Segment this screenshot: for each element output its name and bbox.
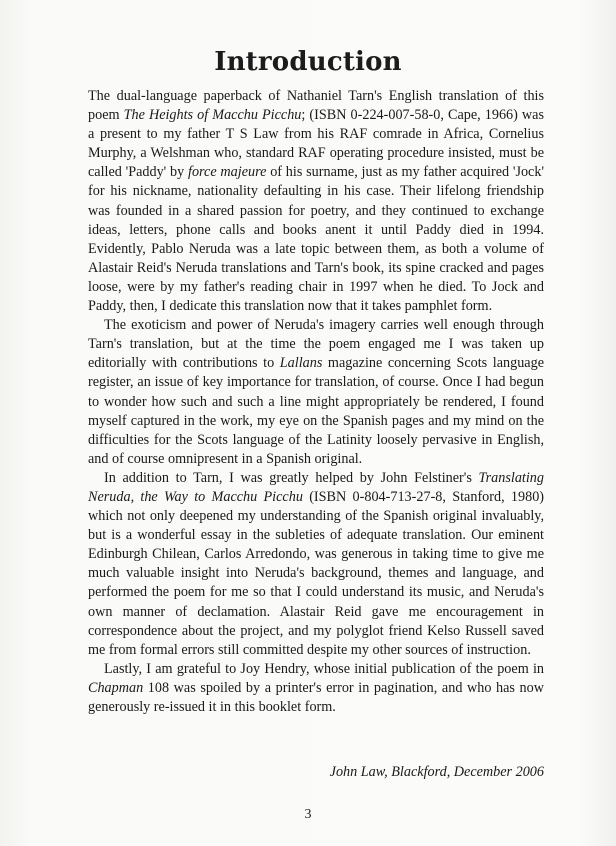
paragraph-text: ; (ISBN 0-224-007-58-0, Cape, 1966) was a present to my father T S Law from his RAF comrade in Africa, Cornelius Murphy, a Welshman who, standard RAF operating procedure insisted, must be called 'Paddy' by bbox=[88, 107, 544, 181]
italic-title-text: The Heights of Macchu Picchu bbox=[123, 107, 302, 124]
italic-title-text: Lallans bbox=[279, 355, 323, 372]
paragraph-text: (ISBN 0-804-713-27-8, Stanford, 1980) which not only deepened my understanding of the Spanish original invaluably, but is a wonderful essay in the subleties of adequate translation. Our eminent Edinburgh Chilean, Carlos Arredondo, was generous in taking time to give me much valuable insight into Neruda's background, themes and language, and performed the poem for me so that I could understand its music, and Neruda's own manner of declamation. Alastair Reid gave me encouragement in correspondence about the project, and my polyglot friend Kelso Russell saved me from formal errors still committed despite my other sources of instruction. bbox=[88, 488, 545, 658]
paragraph bbox=[88, 316, 544, 469]
paragraph-text: 108 was spoiled by a printer's error in pagination, and who has now generously re-issued it in this booklet form. bbox=[88, 679, 544, 715]
body-text bbox=[88, 87, 544, 717]
italic-title-text: Chapman bbox=[88, 679, 144, 696]
page-number: 3 bbox=[304, 807, 312, 822]
paragraph bbox=[88, 87, 544, 316]
paragraph-text: Lastly, I am grateful to Joy Hendry, whose initial publication of the poem in bbox=[104, 660, 544, 677]
paragraph bbox=[88, 469, 544, 660]
paragraph-text: magazine concerning Scots language register, an issue of key importance for translation, of course. Once I had begun to wonder how such and such a line might appropriately be rendered, I found myself captured in the work, my eye on the Spanish pages and my mind on the difficulties for the Scots language of the Latinity loosely pervasive in English, and of course omnipresent in a Spanish original. bbox=[88, 355, 544, 467]
paragraph-text: The dual-language paperback of Nathaniel Tarn's English translation of this poem bbox=[88, 88, 544, 124]
page-title: Introduction bbox=[214, 47, 402, 77]
italic-title-text: Translating Neruda, the Way to Macchu Picchu bbox=[88, 469, 544, 505]
paragraph-text: In addition to Tarn, I was greatly helped by John Felstiner's bbox=[104, 469, 479, 486]
italic-title-text: force majeure bbox=[188, 164, 267, 181]
paragraph-text: of his surname, just as my father acquired 'Jock' for his nickname, nationality defaulting in his case. Their lifelong friendship was founded in a shared passion for poetry, and they continued to exchange ideas, letters, phone calls and books anent it until Paddy died in 1994. Evidently, Pablo Neruda was a late topic between them, as both a volume of Alastair Reid's Neruda translations and Tarn's book, its spine cracked and pages loose, were by my father's reading chair in 1997 when he died. To Jock and Paddy, then, I dedicate this translation now that it takes pamphlet form. bbox=[88, 164, 545, 315]
signature: John Law, Blackford, December 2006 bbox=[329, 764, 544, 780]
paragraph bbox=[88, 660, 544, 717]
paragraph-text: The exoticism and power of Neruda's imagery carries well enough through Tarn's translation, but at the time the poem engaged me I was taken up editorially with contributions to bbox=[88, 317, 544, 372]
